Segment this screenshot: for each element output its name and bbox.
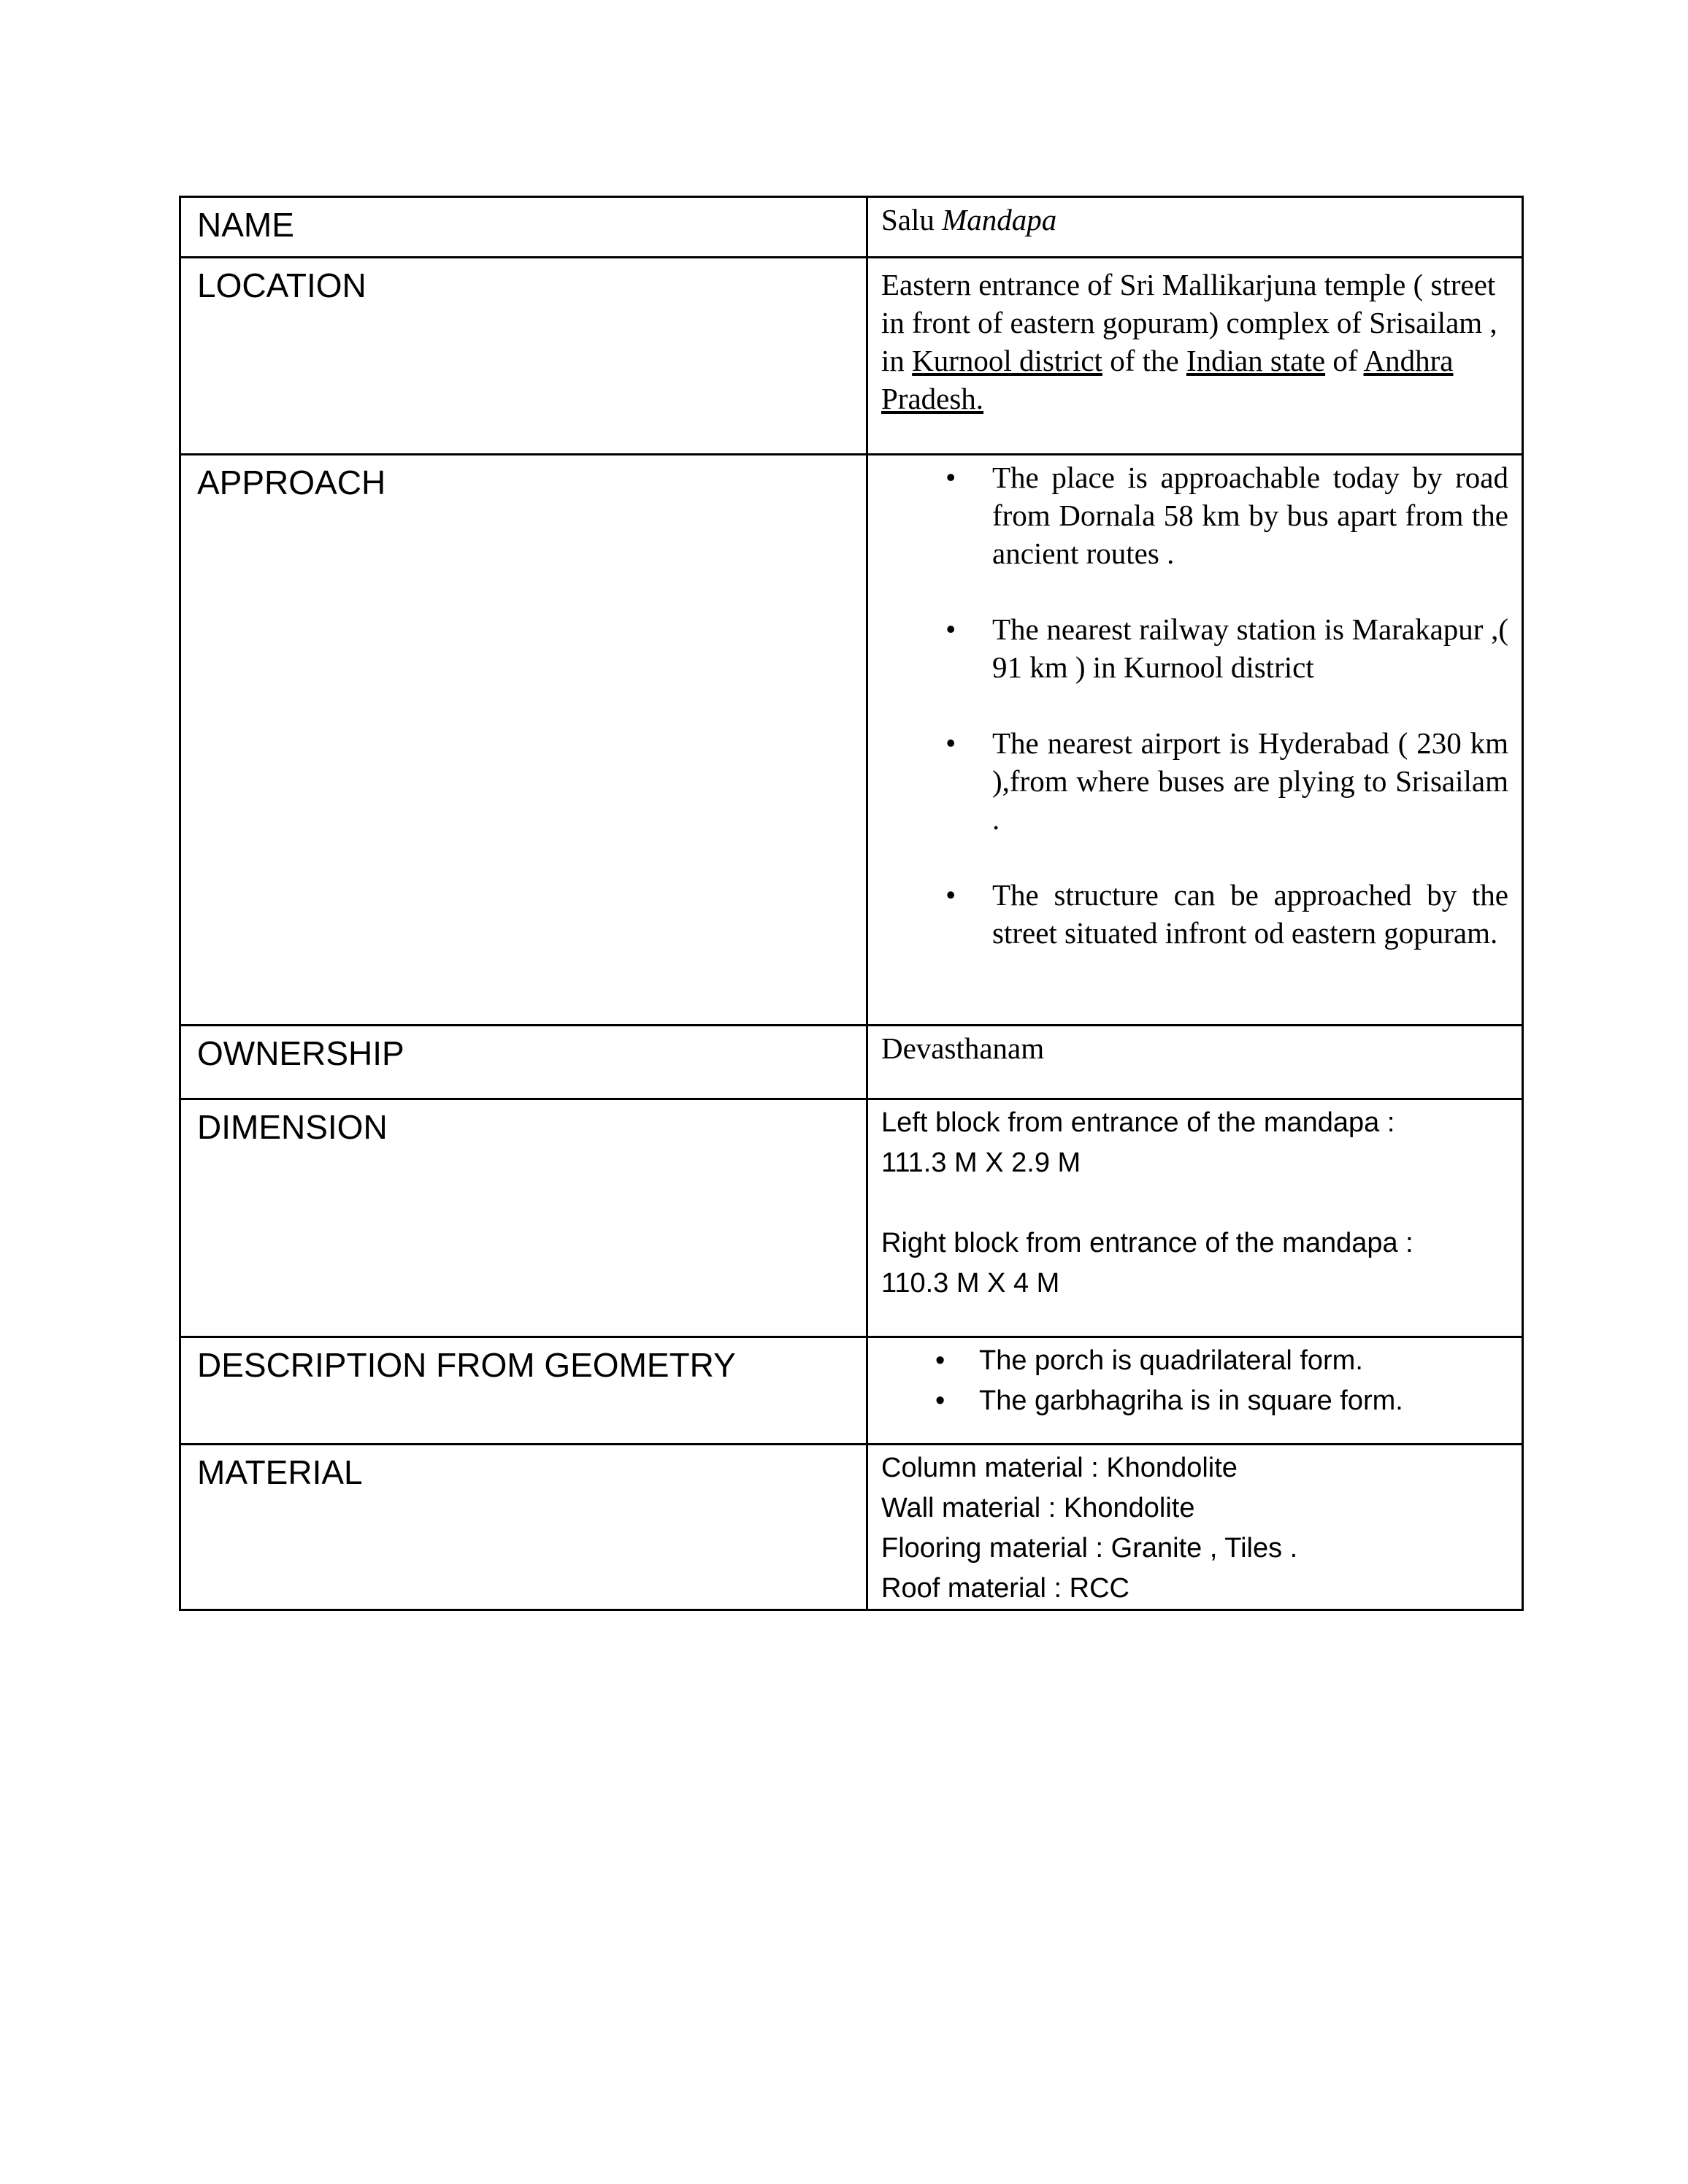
- label-dimension: DIMENSION: [180, 1099, 867, 1337]
- row-ownership: [180, 1026, 1523, 1099]
- row-material: [180, 1445, 1523, 1610]
- name-italic: Mandapa: [942, 203, 1057, 237]
- row-dimension: [180, 1099, 1523, 1337]
- label-geometry: DESCRIPTION FROM GEOMETRY: [180, 1337, 867, 1445]
- value-geometry: [867, 1337, 1523, 1445]
- link-andhra-pradesh[interactable]: Andhra Pradesh.: [881, 344, 1454, 415]
- dimension-right-value: 110.3 M X 4 M: [881, 1268, 1060, 1299]
- dimension-left-value: 111.3 M X 2.9 M: [881, 1147, 1081, 1178]
- dimension-right-label: Right block from entrance of the mandapa :: [881, 1228, 1413, 1258]
- material-line: Roof material : RCC: [881, 1573, 1129, 1604]
- geometry-list: [881, 1341, 1508, 1421]
- material-line: Wall material : Khondolite: [881, 1493, 1195, 1523]
- label-location: LOCATION: [180, 258, 867, 455]
- link-kurnool-district[interactable]: Kurnool district: [912, 344, 1102, 377]
- link-indian-state[interactable]: Indian state: [1186, 344, 1326, 377]
- row-location: [180, 258, 1523, 455]
- label-name: NAME: [180, 197, 867, 258]
- value-location: [867, 258, 1523, 455]
- geometry-item: • The porch is quadrilateral form.: [881, 1341, 1508, 1381]
- dimension-left-label: Left block from entrance of the mandapa :: [881, 1107, 1395, 1138]
- label-material: MATERIAL: [180, 1445, 867, 1610]
- row-name: [180, 197, 1523, 258]
- label-ownership: OWNERSHIP: [180, 1026, 867, 1099]
- value-dimension: [867, 1099, 1523, 1337]
- location-seg-1: Eastern entrance of Sri Mallikarjuna temple ( street in front of eastern gopuram) complex of Srisailam , in: [881, 268, 1497, 377]
- value-ownership: Devasthanam: [867, 1026, 1523, 1099]
- location-seg-3: of the: [1102, 344, 1186, 377]
- label-approach: APPROACH: [180, 455, 867, 1026]
- geometry-item: • The garbhagriha is in square form.: [881, 1381, 1508, 1421]
- location-text: [881, 261, 1508, 418]
- value-name: [867, 197, 1523, 258]
- value-material: [867, 1445, 1523, 1610]
- material-line: Column material : Khondolite: [881, 1453, 1238, 1483]
- value-approach: [867, 455, 1523, 1026]
- spacer: [881, 1183, 1508, 1223]
- material-line: Flooring material : Granite , Tiles .: [881, 1533, 1298, 1564]
- row-approach: [180, 455, 1523, 1026]
- approach-item: • The place is approachable today by road from Dornala 58 km by bus apart from the ancient routes .: [881, 458, 1508, 572]
- name-plain: Salu: [881, 203, 935, 237]
- row-geometry: [180, 1337, 1523, 1445]
- approach-item: • The structure can be approached by the street situated infront od eastern gopuram.: [881, 876, 1508, 952]
- site-info-table: [179, 196, 1524, 1611]
- approach-item: • The nearest railway station is Marakapur ,( 91 km ) in Kurnool district: [881, 610, 1508, 686]
- approach-list: [881, 458, 1508, 952]
- location-seg-5: of: [1325, 344, 1364, 377]
- approach-item: • The nearest airport is Hyderabad ( 230 km ),from where buses are plying to Srisailam .: [881, 724, 1508, 838]
